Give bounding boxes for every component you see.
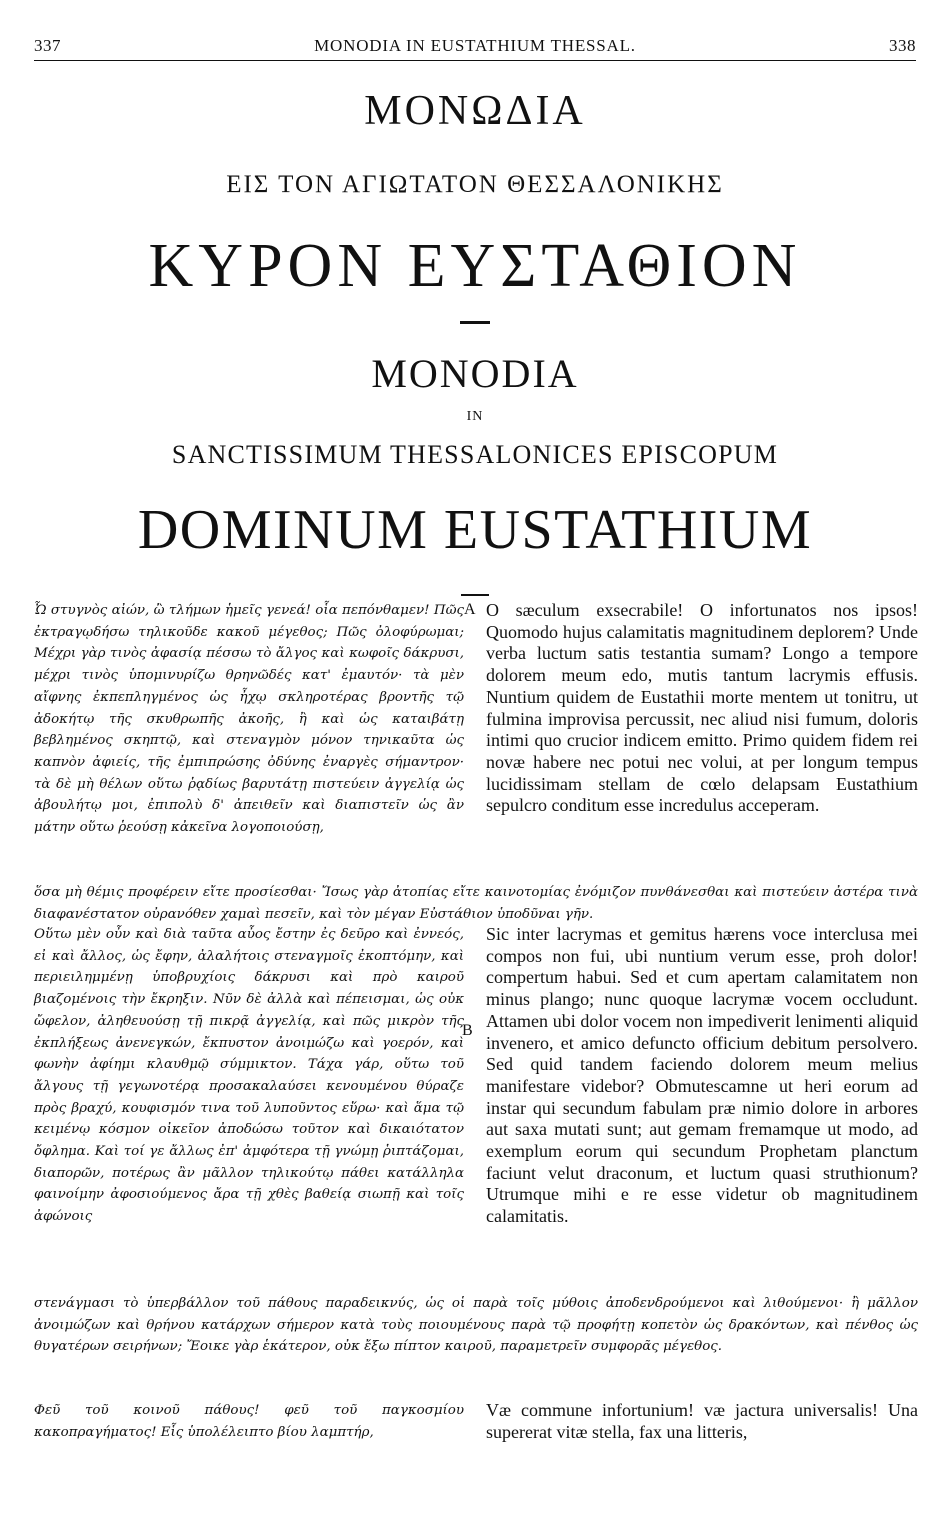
- greek-paragraph-2: Οὕτω μὲν οὖν καὶ διὰ ταῦτα αὖος ἔστην ἐς δεῦρο καὶ ἐννεός, εἰ καὶ ἄλλος, ὡς ἔφην, ἀλαλήτοις στεναγμοῖς ἐκοπτόμην, καὶ περιειλημμένῃ ὑποβρυχίοις δάκρυσι καὶ πρὸ καιροῦ βιαζομένοις τὴν ἔκρηξιν. Νῦν δὲ ἀλλὰ καὶ πέπεισμαι, ὡς οὐκ ὤφελον, ἀληθευούσῃ τῇ πικρᾷ ἀγγελίᾳ, καὶ πῶς μικρὸν τῆς ἐκπλήξεως ἀνενεγκών, ἔκπυστον ἀνοιμώζω καὶ γοερόν, καὶ φωνὴν ἀφίημι κλαυθμῷ σύμμικτον. Τάχα γάρ, οὕτω τοῦ ἄλγους τῇ γεγωνοτέρᾳ προσακαλαύσει κενουμένου θύραζε πρὸς βραχύ, κουφισμόν τινα τοῦ λυποῦντος εὕρω· καὶ ἅμα τῷ κειμένῳ κόσμον οἰκεῖον ἀποδώσω τοῦτον καὶ δικαιότατον ὄφλημα. Καὶ τοί γε ἄλλως ἐπ' ἀμφότερα τῇ γνώμῃ ῥιπτάζομαι, διαπορῶν, ποτέρως ἂν μᾶλλον τηλικούτῳ πάθει κατάλληλα φαινοίμην ἀφοσιούμενος ἄρα τῇ χθὲς βαθείᾳ σιωπῇ καὶ τοῖς ἀφώνοις: [34, 927, 464, 1225]
- running-title: MONODIA IN EUSTATHIUM THESSAL.: [314, 36, 636, 55]
- page-number-left: 337: [34, 36, 61, 55]
- margin-marker-a: A: [464, 601, 476, 618]
- greek-title-line1: ΜΟΝΩΔΙΑ: [364, 88, 586, 134]
- latin-title-line3: SANCTISSIMUM THESSALONICES EPISCOPUM: [171, 440, 779, 469]
- latin-paragraph-2: Sic inter lacrymas et gemitus hærens voce interclusa mei compos non fui, ubi nuntium verum esse, proh dolor! compertum habui. Sed et cum apertam calamitatem non minus plango; nunc quoque lacrymæ vocem occludunt. Attamen ubi dolor vocem non impediverit lenimenti aliquid invenero, et amico defuncto officium debitum persolvero. Sed quid tandem faciendo dolorem meum melius manifestare videbor? Obmutescamne ut heri eorum ad instar qui secundum fabulam præ nimio dolore in arbores aut saxa mutati sunt; aut gemam fremamque ut modo, ad exemplum eorum qui secundum Prophetam planctum faciunt velut draconum, et luctum quasi struthionum? Utrumque mihi e re esse videtur ob magnitudinem calamitatis.: [486, 924, 918, 1227]
- title-block: [0, 90, 950, 596]
- latin-title-line4: DOMINUM EUSTATHIUM: [137, 499, 813, 561]
- margin-marker-b: B: [462, 1022, 473, 1039]
- latin-title-line1: MONODIA: [371, 351, 579, 396]
- greek-fullwidth-2: στενάγμασι τὸ ὑπερβάλλον τοῦ πάθους παραδεικνύς, ὡς οἱ παρὰ τοῖς μύθοις ἀποδενδρούμενοι καὶ λιθούμενοι· ἢ μᾶλλον ἀνοιμώζων καὶ θρήνου κατάρχων σήμερον κατὰ τοὺς ποιουμένους παρὰ τῷ προφήτῃ κοπετὸν ὡς δρακόντων, καὶ πένθος ὡς θυγατέρων σειρήνων; Ἔοικε γὰρ ἑκάτερον, οὐκ ἔξω πίπτον καιροῦ, παραμετρεῖν συμφορᾶς μέγεθος.: [34, 1296, 918, 1355]
- title-divider: [460, 321, 490, 324]
- latin-paragraph-1: O sæculum exsecrabile! O infortunatos nos ipsos! Quomodo hujus calamitatis magnitudinem deplorem? Unde verba luctum satis testantia sumam? Longo a tempore dolorem meum edo, mutis tantum lacrymis effusis. Nuntium quidem de Eustathii morte mentem ut tonitru, ut fulmina improvisa percussit, nec aliud nisi fumum, doloris intimi quo crucior indicem emitto. Primo quidem fidem rei novæ habere nec potui nec volui, at per longum tempus lucidissimam stellam de cœlo delapsam Eustathium sepulcro conditum esse incredulus acceperam.: [486, 600, 918, 816]
- section-divider: [461, 594, 489, 596]
- header-rule: [34, 60, 916, 61]
- greek-paragraph-3: Φεῦ τοῦ κοινοῦ πάθους! φεῦ τοῦ παγκοσμίου κακοπραγήματος! Εἷς ὑπολέλειπτο βίου λαμπτήρ,: [34, 1403, 464, 1440]
- running-head: [34, 34, 916, 56]
- page-number-right: 338: [889, 36, 916, 55]
- greek-title-line3: ΚΥΡΟΝ ΕΥΣΤΑΘΙΟΝ: [148, 232, 802, 300]
- greek-title-line2: ΕΙΣ ΤΟΝ ΑΓΙΩΤΑΤΟΝ ΘΕΣΣΑΛΟΝΙΚΗΣ: [226, 171, 724, 198]
- greek-fullwidth-1: ὅσα μὴ θέμις προφέρειν εἴτε προσίεσθαι· Ἴσως γὰρ ἀτοπίας εἴτε καινοτομίας ἐνόμιζον πυνθάνεσθαι καὶ πιστεύειν ἀστέρα τινὰ διαφανέστατον οὐρανόθεν χαμαὶ πεσεῖν, καὶ τὸν μέγαν Εὐστάθιον ὑποδῦναι γῆν.: [34, 885, 918, 922]
- latin-paragraph-3: Væ commune infortunium! væ jactura universalis! Una supererat vitæ stella, fax una litteris,: [486, 1400, 918, 1442]
- latin-title-line2: IN: [466, 409, 484, 424]
- greek-paragraph-1: Ὦ στυγνὸς αἰών, ὢ τλήμων ἡμεῖς γενεά! οἷα πεπόνθαμεν! Πῶς ἐκτραγῳδήσω τηλικοῦδε κακοῦ μέγεθος; Πῶς ὀλοφύρωμαι; Μέχρι γὰρ τινὸς ἀφασίᾳ πέσσω τὸ ἄλγος καὶ κωφοῖς δάκρυσι, μέχρι τινὸς ὑπομινυρίζω θρηνῶδές κατ' ἐμαυτόν· τὰ μὲν αἴφνης ἐκπεπληγμένος ὡς ἦχῳ σκληροτέρας βροντῆς τῷ ἀδοκήτῳ τῆς σκυθρωπῆς ἀκοῆς, ἢ καὶ ὡς καταιβάτῃ βεβλημένος σκηπτῷ, καὶ στεναγμὸν μόνον τηνικαῦτα ὡς καπνὸν ἀφιείς, τῆς ἐμπιπρώσης ὀδύνης ἐναργὲς σήμαντρον· τὰ δὲ μὴ θέλων οὕτω ῥᾳδίως βαρυτάτῃ πιστεύειν ἀγγελίᾳ ὡς ἀβουλήτῳ μοι, ἐπιπολὺ δ' ἀπειθεῖν καὶ διαπιστεῖν ὡς ἂν μάτην οὕτω ῥεούσῃ κἀκεῖνα λογοποιούσῃ,: [34, 603, 464, 836]
